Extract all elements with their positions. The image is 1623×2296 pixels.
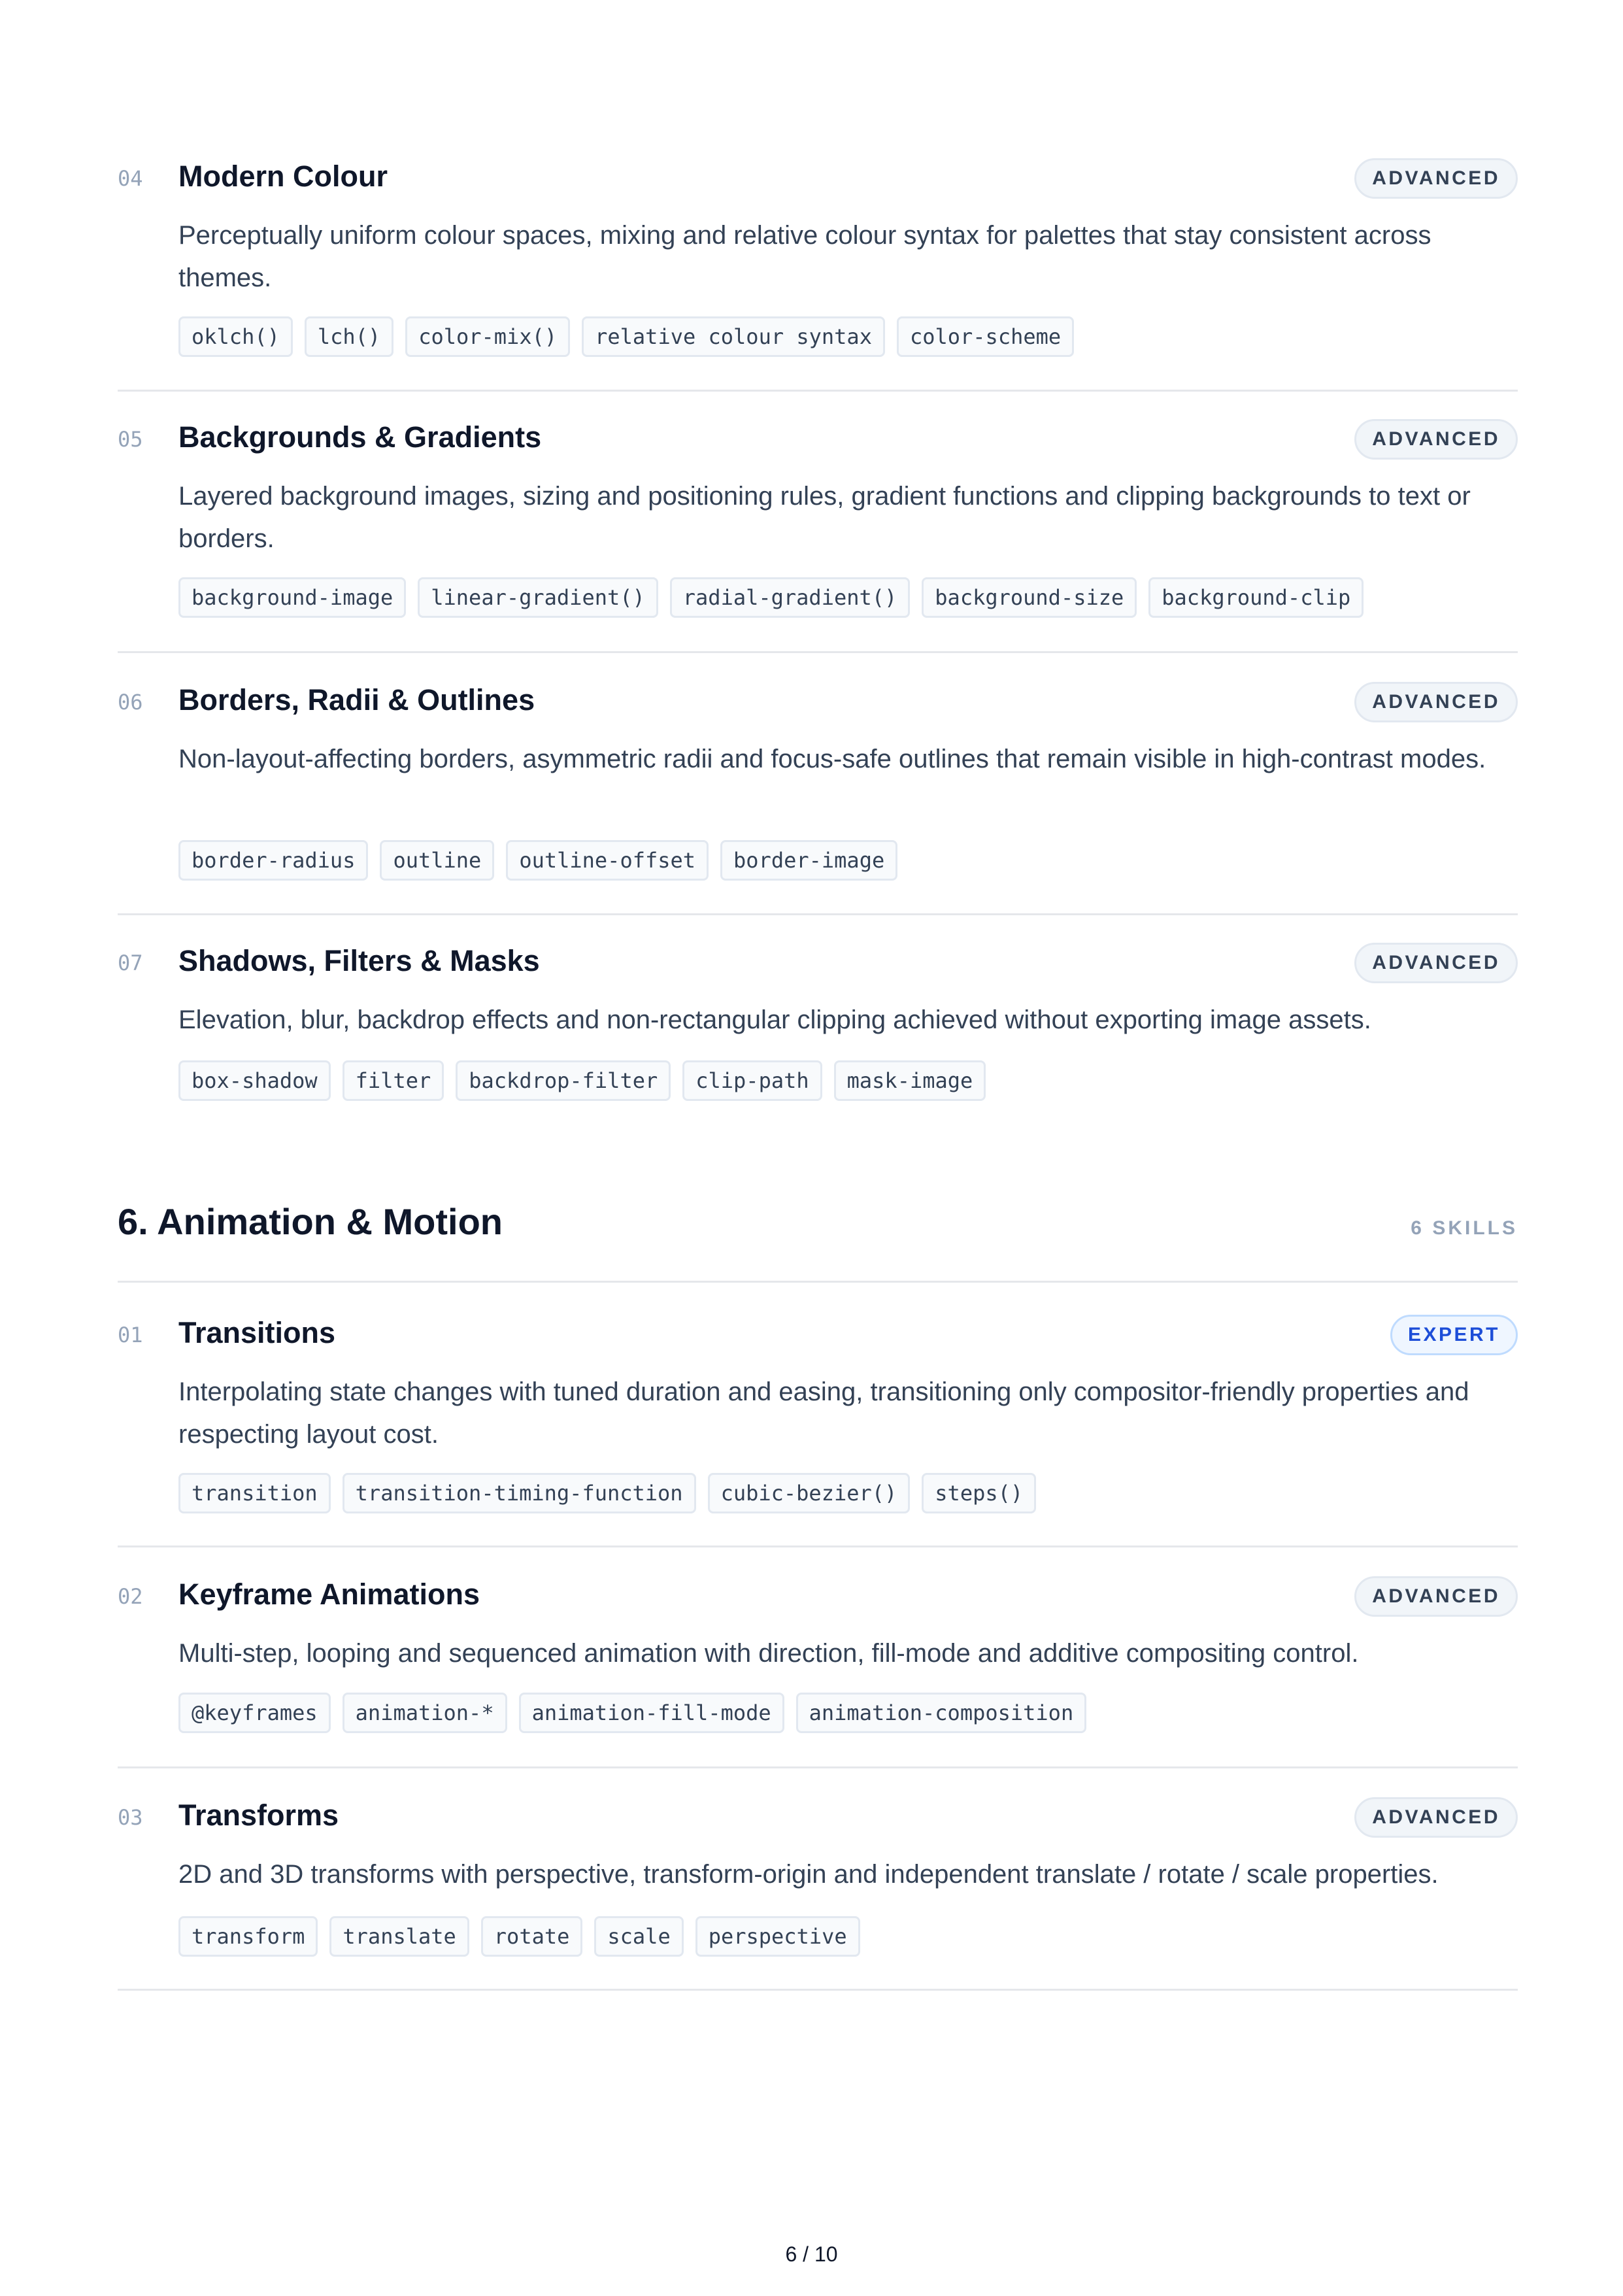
tag: animation-*: [343, 1693, 507, 1733]
skill-description: Perceptually uniform colour spaces, mixing and relative colour syntax for palettes that stay consistent across themes.: [178, 221, 1431, 292]
tag: color-mix(): [405, 316, 570, 357]
skill-description: 2D and 3D transforms with perspective, transform-origin and independent translate / rotate / scale properties.: [178, 1860, 1439, 1889]
skill-number: 04: [118, 166, 143, 191]
skill-title: Backgrounds & Gradients: [178, 420, 542, 454]
skill-title: Transforms: [178, 1798, 339, 1832]
tag: background-size: [922, 577, 1137, 618]
tag: rotate: [481, 1916, 583, 1957]
tag: transition: [178, 1473, 331, 1513]
tag: oklch(): [178, 316, 293, 357]
level-badge: ADVANCED: [1354, 943, 1518, 983]
tag-list: [178, 577, 1364, 618]
skill-borders-radii-outlines: [118, 653, 1518, 915]
tag-list: [178, 1693, 1086, 1733]
skill-number: 05: [118, 427, 143, 452]
skill-title: Transitions: [178, 1316, 336, 1349]
skill-title: Modern Colour: [178, 160, 388, 193]
tag: outline-offset: [506, 840, 709, 881]
section-title: 6. Animation & Motion: [118, 1201, 503, 1242]
skill-count: 6 SKILLS: [1411, 1217, 1518, 1239]
tag: backdrop-filter: [456, 1060, 671, 1101]
tag: filter: [343, 1060, 444, 1101]
tag-list: [178, 1473, 1036, 1513]
tag: steps(): [922, 1473, 1036, 1513]
tag: mask-image: [834, 1060, 986, 1101]
skill-number: 02: [118, 1584, 143, 1609]
skill-description: Elevation, blur, backdrop effects and non-rectangular clipping achieved without exporting image assets.: [178, 1005, 1371, 1034]
tag: background-clip: [1148, 577, 1364, 618]
level-badge: ADVANCED: [1354, 419, 1518, 460]
skill-number: 03: [118, 1805, 143, 1830]
section-header: [118, 1177, 1518, 1283]
skill-title: Shadows, Filters & Masks: [178, 944, 540, 977]
tag: translate: [329, 1916, 469, 1957]
skill-description: Layered background images, sizing and positioning rules, gradient functions and clipping backgrounds to text or borders.: [178, 482, 1471, 553]
skill-transforms: [118, 1768, 1518, 1991]
tag-list: [178, 1916, 860, 1957]
skill-number: 07: [118, 951, 143, 975]
tag-list: [178, 1060, 986, 1101]
tag: relative colour syntax: [582, 316, 885, 357]
tag: clip-path: [682, 1060, 822, 1101]
level-badge: ADVANCED: [1354, 1797, 1518, 1838]
tag: box-shadow: [178, 1060, 331, 1101]
skill-description: Non-layout-affecting borders, asymmetric radii and focus-safe outlines that remain visible in high-contrast modes.: [178, 745, 1486, 773]
tag: color-scheme: [897, 316, 1074, 357]
tag: outline: [380, 840, 494, 881]
skill-number: 01: [118, 1323, 143, 1347]
skill-shadows-filters-masks: [118, 915, 1518, 1134]
tag: animation-composition: [796, 1693, 1087, 1733]
tag: transition-timing-function: [343, 1473, 696, 1513]
skill-modern-colour: [118, 131, 1518, 392]
level-badge: ADVANCED: [1354, 1576, 1518, 1617]
page-number: 6 / 10: [785, 2242, 838, 2266]
tag-list: [178, 316, 1074, 357]
tag: radial-gradient(): [670, 577, 911, 618]
tag: background-image: [178, 577, 406, 618]
level-badge: ADVANCED: [1354, 158, 1518, 199]
skill-title: Borders, Radii & Outlines: [178, 683, 535, 717]
level-badge: ADVANCED: [1354, 682, 1518, 722]
skill-description: Multi-step, looping and sequenced animation with direction, fill-mode and additive compositing control.: [178, 1639, 1359, 1668]
tag-list: [178, 840, 897, 881]
skill-transitions: [118, 1283, 1518, 1547]
tag: lch(): [305, 316, 393, 357]
tag: scale: [594, 1916, 683, 1957]
tag: border-radius: [178, 840, 368, 881]
skill-description: Interpolating state changes with tuned duration and easing, transitioning only compositor-friendly properties and respecting layout cost.: [178, 1377, 1469, 1449]
tag: animation-fill-mode: [519, 1693, 784, 1733]
tag: perspective: [695, 1916, 860, 1957]
tag: @keyframes: [178, 1693, 331, 1733]
level-badge: EXPERT: [1390, 1315, 1518, 1355]
tag: cubic-bezier(): [708, 1473, 911, 1513]
tag: linear-gradient(): [418, 577, 658, 618]
tag: transform: [178, 1916, 318, 1957]
skill-backgrounds-gradients: [118, 392, 1518, 653]
skill-number: 06: [118, 690, 143, 715]
skill-title: Keyframe Animations: [178, 1578, 480, 1611]
tag: border-image: [720, 840, 897, 881]
skill-keyframe-animations: [118, 1547, 1518, 1768]
